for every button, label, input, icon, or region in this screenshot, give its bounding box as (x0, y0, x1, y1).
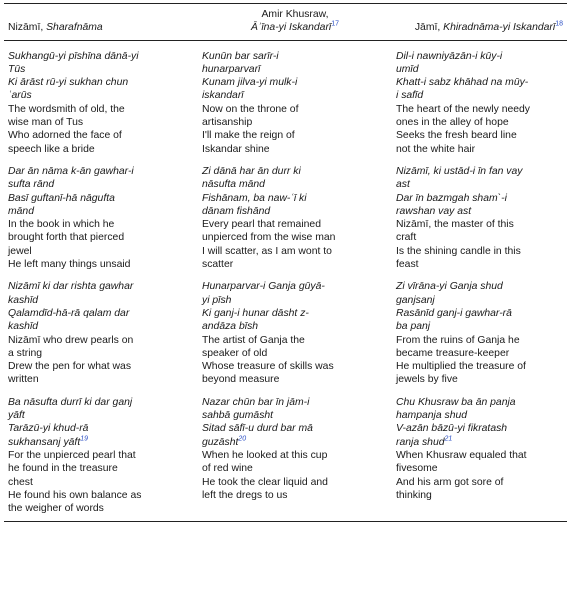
transliteration-line: Chu Khusraw ba ān panja (396, 396, 516, 408)
translation-line: And his arm got sore of (396, 476, 504, 488)
transliteration-line: Tūs (8, 63, 26, 75)
transliteration-line (396, 436, 561, 449)
transliteration-line: dānam fishānd (202, 205, 271, 217)
translation-line: thinking (396, 489, 432, 501)
table-header-row (4, 4, 567, 41)
translation-line: ones in the alley of hope (396, 117, 509, 129)
author-name: Jāmī, (414, 22, 441, 34)
translation-line: left the dregs to us (202, 489, 288, 501)
transliteration-line (202, 436, 386, 449)
footnote-marker: 18 (555, 20, 563, 28)
transliteration-line: Nazar chūn bar īn jām-i (202, 396, 310, 408)
stanza-cell-jami (392, 156, 567, 271)
transliteration-line: Tarāzū-yi khud-rā (8, 423, 89, 435)
translation-line: jewels by five (396, 374, 458, 386)
transliteration-line: rawshan vay ast (396, 205, 472, 217)
transliteration-line: Kunūn bar sarīr-i (202, 50, 279, 62)
translation-line: a string (8, 347, 43, 359)
footnote-marker: 17 (331, 20, 340, 28)
transliteration-line: Ki ganj-i hunar dāsht z- (202, 307, 309, 319)
stanza-cell-nizami (4, 271, 198, 386)
translation-line: brought forth that pierced (8, 232, 125, 244)
translation-line: I will scatter, as I am wont to (202, 245, 332, 257)
transliteration-line: V-azān bāzū-yi fikratash (396, 423, 508, 435)
stanza-cell-amir-khusraw (198, 271, 392, 386)
translation-line: Drew the pen for what was (8, 361, 132, 373)
translation-line: craft (396, 232, 417, 244)
transliteration-line: ast (396, 179, 410, 191)
transliteration-line: Qalamdīd-hā-rā qalam dar (8, 307, 130, 319)
header-amir-khusraw (198, 4, 392, 41)
footnote-marker: 20 (238, 435, 247, 443)
transliteration-text: sukhansanj yāft (8, 436, 81, 448)
translation-line: He multiplied the treasure of (396, 361, 526, 373)
translation-line: jewel (8, 245, 32, 257)
stanza-cell-amir-khusraw (198, 156, 392, 271)
footnote-marker: 21 (444, 435, 453, 443)
transliteration-line: Hunarparvar-i Ganja gūyā- (202, 281, 325, 293)
translation-line: From the ruins of Ganja he (396, 334, 520, 346)
transliteration-line: kashīd (8, 321, 39, 333)
transliteration-line: Dar ān nāma k-ān gawhar-i (8, 165, 134, 177)
transliteration-line: Ba nāsufta durrī ki dar ganj (8, 396, 133, 408)
transliteration-line: hampanja shud (396, 410, 468, 422)
translation-line: speaker of old (202, 347, 268, 359)
transliteration-line: i safīd (396, 90, 424, 102)
transliteration-line: mānd (8, 205, 34, 217)
translation-line: wise man of Tus (8, 117, 84, 129)
transliteration-line: Sukhangū-yi pīshīna dānā-yi (8, 50, 139, 62)
author-name: Nizāmī, (8, 22, 44, 34)
transliteration-line: sufta rānd (8, 179, 55, 191)
header-nizami (4, 4, 198, 41)
transliteration-line: Zi dānā har ān durr ki (202, 165, 301, 177)
stanza-cell-amir-khusraw (198, 40, 392, 156)
transliteration-line: sahbā gumāsht (202, 410, 274, 422)
transliteration-line: umīd (396, 63, 419, 75)
transliteration-line: yāft (8, 410, 25, 422)
poem-comparison-table (4, 3, 567, 522)
translation-line: Iskandar shine (202, 143, 270, 155)
stanza-row (4, 40, 567, 156)
translation-line: became treasure-keeper (396, 347, 510, 359)
transliteration-line: yi pīsh (202, 294, 232, 306)
stanza-cell-nizami (4, 40, 198, 156)
transliteration-text: guzāsht (202, 436, 239, 448)
stanza-cell-nizami (4, 156, 198, 271)
translation-line: written (8, 374, 39, 386)
translation-line: feast (396, 259, 419, 271)
stanza-row (4, 387, 567, 522)
transliteration-line: Kunam jilva-yi mulk-i (202, 77, 298, 89)
transliteration-line: Ki ārāst rū-yi sukhan chun (8, 77, 129, 89)
transliteration-line: andāza bīsh (202, 321, 259, 333)
transliteration-line: Rasānīd ganj-i gawhar-rā (396, 307, 512, 319)
stanza-cell-nizami (4, 387, 198, 522)
work-title: Sharafnāma (46, 22, 103, 34)
translation-line: Whose treasure of skills was (202, 361, 334, 373)
transliteration-line: kashīd (8, 294, 39, 306)
transliteration-line (8, 436, 192, 449)
translation-line: chest (8, 476, 33, 488)
stanza-cell-jami (392, 40, 567, 156)
translation-line: not the white hair (396, 143, 476, 155)
transliteration-line: nāsufta mānd (202, 179, 265, 191)
translation-line: fivesome (396, 463, 438, 475)
translation-line: of red wine (202, 463, 253, 475)
translation-line: He left many things unsaid (8, 259, 131, 271)
translation-line: Nizāmī, the master of this (396, 219, 514, 231)
translation-line: When he looked at this cup (202, 449, 328, 461)
author-name: Amir Khusraw, (261, 9, 329, 20)
transliteration-line: hunarparvarī (202, 63, 261, 75)
translation-line: Is the shining candle in this (396, 245, 521, 257)
translation-line: Seeks the fresh beard line (396, 130, 517, 142)
translation-line: scatter (202, 259, 234, 271)
translation-line: I'll make the reign of (202, 130, 295, 142)
translation-line: Now on the throne of (202, 103, 299, 115)
translation-line: The heart of the newly needy (396, 103, 531, 115)
translation-line: Who adorned the face of (8, 130, 122, 142)
transliteration-line: Dil-i nawniyāzān-i kūy-i (396, 50, 503, 62)
transliteration-line: Khatt-i sabz khāhad na mūy- (396, 77, 529, 89)
stanza-cell-jami (392, 387, 567, 522)
transliteration-line: Nizāmī, ki ustād-i īn fan vay (396, 165, 523, 177)
translation-line: Every pearl that remained (202, 219, 321, 231)
translation-line: He found his own balance as (8, 489, 142, 501)
stanza-cell-jami (392, 271, 567, 386)
translation-line: beyond measure (202, 374, 280, 386)
transliteration-line: Nizāmī ki dar rishta gawhar (8, 281, 134, 293)
transliteration-line: Sitad sāfī-u durd bar mā (202, 423, 313, 435)
transliteration-line: Zi vīrāna-yi Ganja shud (396, 281, 503, 293)
work-title: Khiradnāma-yi Iskandarī (443, 22, 556, 34)
transliteration-line: ba panj (396, 321, 431, 333)
stanza-row (4, 156, 567, 271)
translation-line: He took the clear liquid and (202, 476, 328, 488)
header-jami (392, 4, 567, 41)
translation-line: For the unpierced pearl that (8, 449, 136, 461)
translation-line: artisanship (202, 117, 253, 129)
footnote-marker: 19 (80, 435, 88, 443)
translation-line: The wordsmith of old, the (8, 103, 125, 115)
transliteration-line: ganjsanj (396, 294, 435, 306)
translation-line: speech like a bride (8, 143, 95, 155)
translation-line: Nizāmī who drew pearls on (8, 334, 134, 346)
work-title: Āʾīna-yi Iskandarī (250, 22, 332, 34)
transliteration-text: ranja shud (396, 436, 445, 448)
transliteration-line: Basī guftanī-hā nāgufta (8, 192, 115, 204)
transliteration-line: Dar īn bazmgah sham`-i (396, 192, 507, 204)
transliteration-line: ʿarūs (8, 90, 32, 102)
transliteration-line: Fishānam, ba naw-ʿī ki (202, 192, 307, 204)
translation-line: When Khusraw equaled that (396, 449, 527, 461)
translation-line: unpierced from the wise man (202, 232, 336, 244)
transliteration-line: iskandarī (202, 90, 244, 102)
stanza-row (4, 271, 567, 386)
translation-line: he found in the treasure (8, 463, 118, 475)
translation-line: In the book in which he (8, 219, 115, 231)
translation-line: The artist of Ganja the (202, 334, 305, 346)
stanza-cell-amir-khusraw (198, 387, 392, 522)
translation-line: the weigher of words (8, 503, 104, 515)
